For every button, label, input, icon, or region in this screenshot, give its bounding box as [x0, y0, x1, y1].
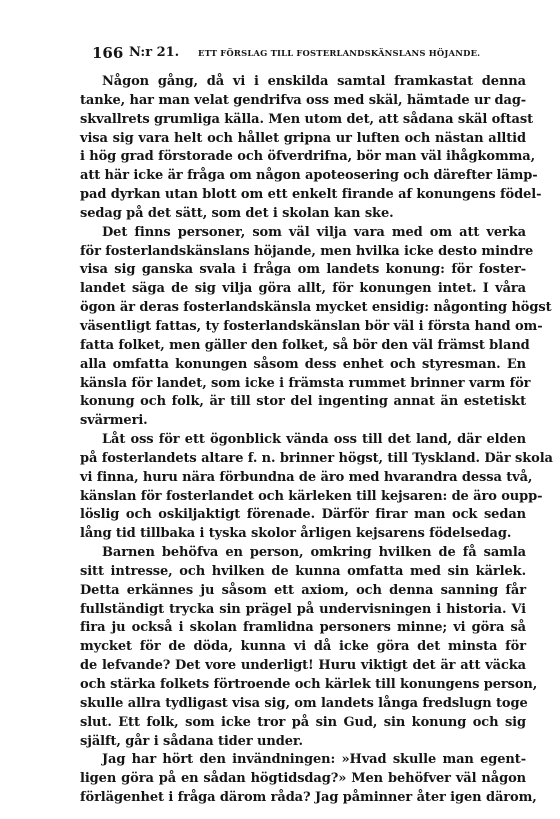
text-line: väsentligt fattas, ty fosterlandskänslan bör väl i första hand om- — [80, 318, 543, 334]
text-line: visa sig vara helt och hållet gripna ur luften och nästan alltid — [80, 130, 526, 146]
text-line: konung och folk, är till stor del ingenting annat än estetiskt — [80, 394, 526, 410]
text-line: sitt intresse, och hvilken de kunna omfatta med sin kärlek. — [80, 563, 526, 579]
text-line: Barnen behöfva en person, omkring hvilken de få samla — [102, 545, 526, 561]
text-line: Låt oss för ett ögonblick vända oss till det land, där elden — [102, 432, 526, 448]
text-line: tanke, har man velat gendrifva oss med skäl, hämtade ur dag- — [80, 92, 527, 108]
text-line: mycket för de döda, kunna vi då icke göra det minsta för — [80, 639, 526, 655]
text-line: svärmeri. — [80, 413, 148, 429]
issue-number: N:r 21. — [129, 45, 180, 60]
page-number: 166 — [92, 44, 124, 62]
text-line: pad dyrkan utan blott om ett enkelt firande af konungens födel- — [80, 187, 542, 203]
body-text — [80, 73, 553, 808]
text-line: på fosterlandets altare f. n. brinner högst, till Tyskland. Där skola — [80, 450, 553, 466]
text-line: slut. Ett folk, som icke tror på sin Gud, sin konung och sig — [80, 714, 526, 730]
text-line: Detta erkännes ju såsom ett axiom, och denna sanning får — [80, 582, 526, 598]
text-line: de lefvande? Det vore underligt! Huru viktigt det är att väcka — [80, 658, 526, 674]
running-head — [80, 44, 500, 66]
text-line: att här icke är fråga om någon apoteosering och därefter lämp- — [80, 168, 538, 184]
text-line: själft, går i sådana tider under. — [80, 733, 303, 749]
text-line: landet säga de sig vilja göra allt, för konungen intet. I våra — [80, 281, 526, 297]
text-line: skvallrets grumliga källa. Men utom det, att sådana skäl oftast — [80, 111, 534, 127]
text-line: visa sig ganska svala i fråga om landets konung: för foster- — [80, 262, 526, 278]
text-line: känsla för landet, som icke i främsta rummet brinner varm för — [80, 375, 531, 391]
text-line: alla omfatta konungen såsom dess enhet och styresman. En — [80, 356, 526, 372]
running-title: ETT FÖRSLAG TILL FOSTERLANDSKÄNSLANS HÖJANDE. — [198, 48, 481, 58]
text-line: ögon är deras fosterlandskänsla mycket ensidig: någonting högst — [80, 300, 552, 316]
text-line: och stärka folkets förtroende och kärlek till konungens person, — [80, 677, 538, 692]
text-line: vi finna, huru nära förbundna de äro med hvarandra dessa två, — [80, 469, 533, 485]
text-line: Någon gång, då vi i enskilda samtal framkastat denna — [102, 74, 526, 89]
text-line: ligen göra på en sådan högtidsdag?» Men behöfver väl någon — [80, 771, 526, 787]
text-line: fira ju också i skolan framlidna personers minne; vi göra så — [80, 620, 526, 636]
text-line: fatta folket, men gäller den folket, så bör den väl främst bland — [80, 337, 530, 353]
text-line: för fosterlandskänslans höjande, men hvilka icke desto mindre — [80, 243, 534, 259]
text-line: lång tid tillbaka i tyska skolor årligen kejsarens födelsedag. — [80, 526, 512, 542]
text-line: Det finns personer, som väl vilja vara med om att verka — [102, 224, 526, 240]
text-line: skulle allra tydligast visa sig, om landets långa fredslugn toge — [80, 695, 528, 711]
text-line: sedag på det sätt, som det i skolan kan ske. — [80, 205, 394, 221]
text-line: Jag har hört den invändningen: »Hvad skulle man egent- — [102, 752, 526, 768]
text-line: fullständigt trycka sin prägel på undervisningen i historia. Vi — [80, 601, 526, 617]
text-line: förlägenhet i fråga därom råda? Jag påminner åter igen därom, — [80, 790, 537, 806]
text-line: känslan för fosterlandet och kärleken till kejsaren: de äro oupp- — [80, 488, 543, 504]
text-line: i hög grad förstorade och öfverdrifna, bör man väl ihågkomma, — [80, 149, 536, 165]
text-line: löslig och oskiljaktigt förenade. Därför firar man ock sedan — [80, 507, 526, 523]
